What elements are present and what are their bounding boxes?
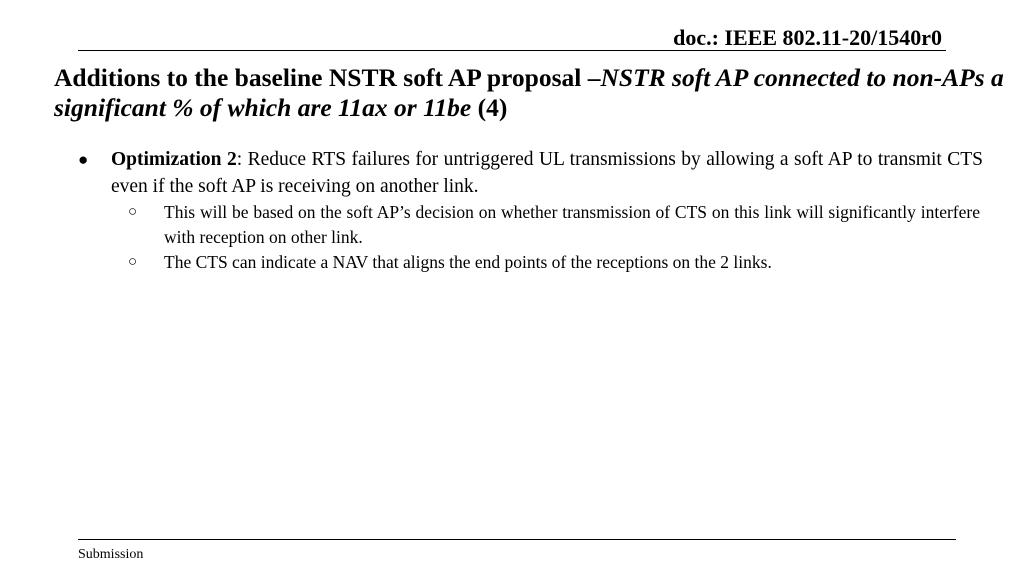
hollow-bullet-icon: ○ xyxy=(128,204,138,220)
sub-bullet-text: The CTS can indicate a NAV that aligns the end points of the receptions on the 2 links. xyxy=(164,252,772,272)
sub-bullet-decision xyxy=(0,200,980,250)
title-bold-part: Additions to the baseline NSTR soft AP proposal – xyxy=(54,63,601,92)
footer-divider xyxy=(78,539,956,540)
sub-bullet-nav xyxy=(0,250,980,275)
slide-title xyxy=(54,63,1014,123)
filled-bullet-icon: ● xyxy=(78,150,89,169)
slide-body xyxy=(0,146,1024,275)
document-id: doc.: IEEE 802.11-20/1540r0 xyxy=(673,25,942,50)
footer-submission: Submission xyxy=(78,547,144,562)
hollow-bullet-icon: ○ xyxy=(128,254,138,270)
sub-bullet-text: This will be based on the soft AP’s decision on whether transmission of CTS on this link will significantly interfere with reception on other link. xyxy=(164,202,980,247)
header-divider xyxy=(78,50,946,51)
title-italic-part: NSTR soft AP connected to non-APs a significant % of which are 11ax or 11be xyxy=(54,63,1004,122)
bullet-text: : Reduce RTS failures for untriggered UL transmissions by allowing a soft AP to transmit CTS even if the soft AP is receiving on another link. xyxy=(111,149,983,197)
bullet-lead: Optimization 2 xyxy=(111,149,237,170)
title-suffix: (4) xyxy=(471,93,508,122)
bullet-optimization-2 xyxy=(0,146,983,200)
